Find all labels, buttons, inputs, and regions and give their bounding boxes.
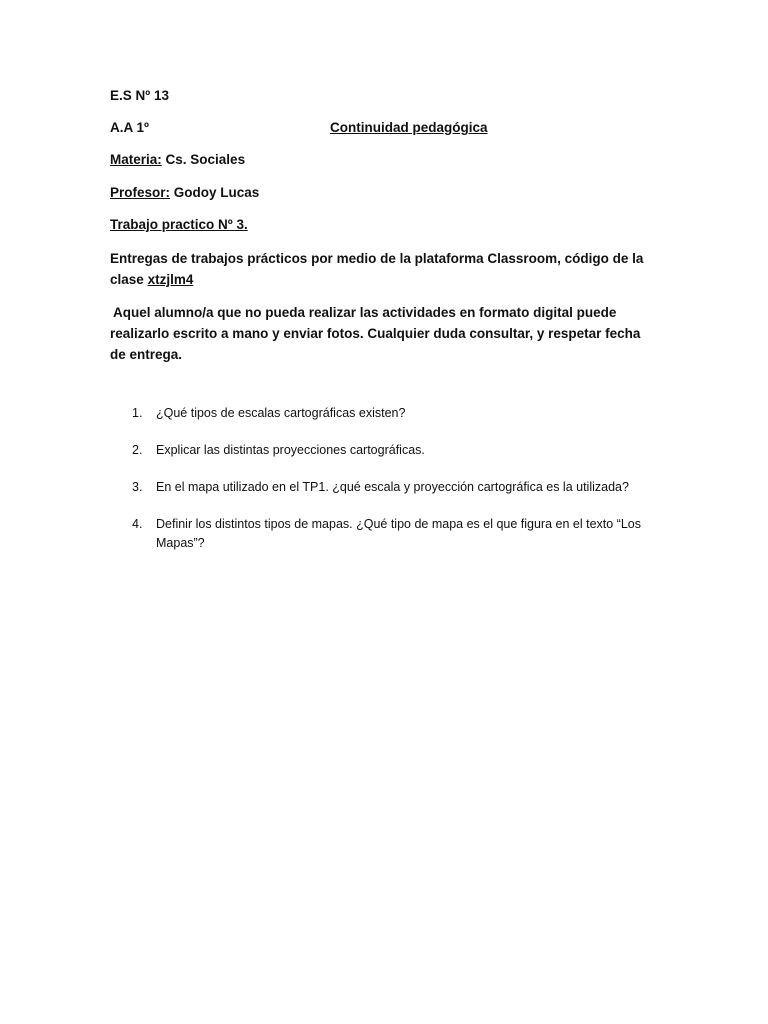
school-name: E.S Nº 13 (110, 88, 169, 103)
question-number: 4. (132, 517, 143, 531)
question-number: 1. (132, 406, 143, 420)
teacher-value: Godoy Lucas (173, 185, 260, 200)
class-code: xtzjlm4 (147, 272, 194, 287)
subject-value: Cs. Sociales (165, 152, 246, 167)
question-list (110, 404, 670, 571)
question-text: ¿Qué tipos de escalas cartográficas existen? (156, 406, 406, 420)
assignment-title: Trabajo practico Nº 3. (110, 217, 248, 232)
program-title: Continuidad pedagógica (330, 120, 488, 135)
teacher-line (110, 184, 259, 202)
question-item (110, 515, 670, 553)
submission-text: Entregas de trabajos prácticos por medio de la plataforma Classroom, código de la clase (110, 251, 644, 287)
question-text: Explicar las distintas proyecciones cartográficas. (156, 443, 425, 457)
teacher-label: Profesor: (110, 185, 171, 200)
note-paragraph: Aquel alumno/a que no pueda realizar las actividades en formato digital puede realizarlo escrito a mano y enviar fotos. Cualquier duda consultar, y respetar fecha de entrega. (110, 305, 641, 362)
subject-label: Materia: (110, 152, 162, 167)
course-label: A.A 1º (110, 120, 149, 135)
question-number: 3. (132, 480, 143, 494)
question-item (110, 441, 670, 460)
submission-paragraph (110, 248, 650, 290)
question-text: Definir los distintos tipos de mapas. ¿Qué tipo de mapa es el que figura en el texto “Los Mapas”? (156, 517, 641, 550)
question-number: 2. (132, 443, 143, 457)
course-line (110, 119, 149, 137)
subject-line (110, 151, 245, 169)
question-item (110, 404, 670, 423)
question-item (110, 478, 670, 497)
question-text: En el mapa utilizado en el TP1. ¿qué escala y proyección cartográfica es la utilizada? (156, 480, 629, 494)
